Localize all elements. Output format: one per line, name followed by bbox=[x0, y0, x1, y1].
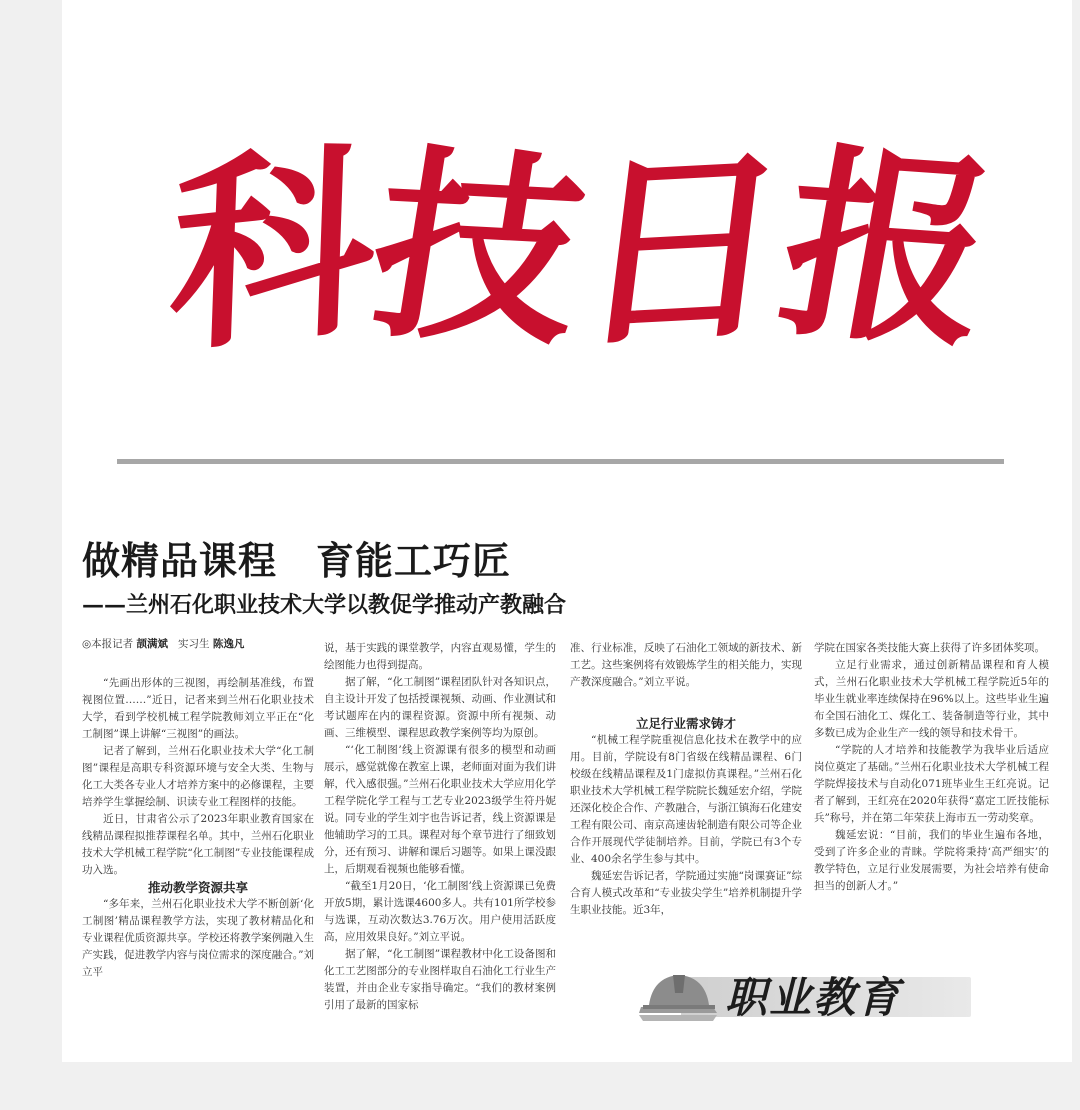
paragraph: 近日，甘肃省公示了2023年职业教育国家在线精品课程拟推荐课程名单。其中，兰州石化职业技术大学机械工程学院“化工制图”专业技能课程成功入选。 bbox=[82, 813, 314, 876]
paragraph: 据了解，“化工制图”课程教材中化工设备图和化工工艺图部分的专业图样取自石油化工行业生产装置，并由企业专家指导确定。“我们的教材案例引用了最新的国家标 bbox=[324, 948, 556, 1011]
article-subheadline: ——兰州石化职业技术大学以教促学推动产教融合 bbox=[82, 592, 567, 618]
article-column-2 bbox=[324, 640, 556, 1014]
paragraph: 魏延宏说：“目前，我们的毕业生遍布各地，受到了许多企业的青睐。学院将秉持‘高严细实’的教学特色，立足行业发展需要，为社会培养有使命担当的创新人才。” bbox=[814, 829, 1049, 892]
article-column-4 bbox=[814, 640, 1049, 895]
paragraph: “机械工程学院重视信息化技术在教学中的应用。目前，学院设有8门省级在线精品课程、6门校级在线精品课程及1门虚拟仿真课程。”兰州石化职业技术大学机械工程学院院长魏延宏介绍，学院还深化校企合作、产教融合，与浙江镇海石化建安工程有限公司、南京高速齿轮制造有限公司等企业合作开展现代学徒制培养。目前，学院已有3个专业、400余名学生参与其中。 bbox=[570, 734, 802, 865]
paragraph: “多年来，兰州石化职业技术大学不断创新‘化工制图’精品课程教学方法，实现了教材精品化和专业课程优质资源共享。学校还将教学案例融入生产实践，促进教学内容与岗位需求的深度融合。”刘立平 bbox=[82, 898, 314, 978]
masthead-glyph: 报 bbox=[764, 123, 1011, 376]
byline-reporter-label: ◎本报记者 bbox=[82, 638, 134, 650]
byline-reporter: 颉满斌 bbox=[136, 638, 169, 650]
byline-intern-label: 实习生 bbox=[178, 638, 210, 650]
page-edge bbox=[1072, 0, 1080, 1110]
masthead-title bbox=[166, 60, 1011, 440]
newspaper-page bbox=[62, 0, 1072, 1062]
paragraph: 学院在国家各类技能大赛上获得了许多团体奖项。 bbox=[814, 642, 1045, 654]
paragraph: 魏延宏告诉记者，学院通过实施“岗课赛证”综合育人模式改革和“专业拔尖学生”培养机制提升学生职业技能。近3年， bbox=[570, 870, 802, 916]
paragraph: 立足行业需求，通过创新精品课程和育人模式，兰州石化职业技术大学机械工程学院近5年的毕业生就业率连续保持在96%以上。这些毕业生遍布全国石油化工、煤化工、装备制造等行业，其中多数已成为企业生产一线的领导和技术骨干。 bbox=[814, 659, 1049, 739]
paragraph: “先画出形体的三视图，再绘制基准线，布置视图位置……”近日，记者来到兰州石化职业技术大学，看到学校机械工程学院教师刘立平正在“化工制图”课上讲解“三视图”的画法。 bbox=[82, 677, 314, 740]
paragraph: 记者了解到，兰州石化职业技术大学“化工制图”课程是高职专科资源环境与安全大类、生物与化工大类各专业人才培养方案中的必修课程，主要培养学生掌握绘制、识读专业工程图样的技能。 bbox=[82, 745, 314, 808]
article-headline: 做精品课程 育能工巧匠 bbox=[82, 539, 512, 583]
masthead-glyph: 技 bbox=[356, 124, 599, 375]
paragraph: “截至1月20日，‘化工制图’线上资源课已免费开放5期，累计选课4600多人。共有101所学校参与选课，互动次数达3.76万次。用户使用活跃度高，应用效果良好。”刘立平说。 bbox=[324, 880, 556, 943]
section-logo-text: 职业教育 bbox=[725, 973, 902, 1022]
section-logo bbox=[633, 955, 973, 1030]
paragraph: “学院的人才培养和技能教学为我毕业后适应岗位奠定了基础。”兰州石化职业技术大学机械工程学院焊接技术与自动化071班毕业生王红亮说。记者了解到，王红亮在2020年获得“嘉定工匠技能标兵”称号，并在第二年荣获上海市五一劳动奖章。 bbox=[814, 744, 1049, 824]
masthead-glyph: 科 bbox=[166, 117, 379, 382]
article-column-3 bbox=[570, 640, 802, 919]
byline bbox=[82, 636, 314, 653]
masthead-divider bbox=[117, 459, 1004, 464]
masthead bbox=[62, 0, 1072, 450]
paragraph: “‘化工制图’线上资源课有很多的模型和动画展示，感觉就像在教室上课，老师面对面为我们讲解，代入感很强。”兰州石化职业技术大学应用化学工程学院化学工程与工艺专业2023级学生符丹妮说。同专业的学生刘宇也告诉记者，线上资源课是他辅助学习的工具。课程对每个章节进行了细致划分，还有预习、讲解和课后习题等。如果上课没跟上，后期观看视频也能够看懂。 bbox=[324, 744, 556, 875]
paragraph: 准、行业标准，反映了石油化工领域的新技术、新工艺。这些案例将有效锻炼学生的相关能力，实现产教深度融合。”刘立平说。 bbox=[570, 642, 802, 688]
masthead-glyph: 日 bbox=[565, 123, 800, 376]
article-column-1 bbox=[82, 636, 314, 981]
section-heading: 立足行业需求铸才 bbox=[635, 716, 736, 731]
hard-hat-books-icon bbox=[633, 963, 723, 1027]
section-heading: 推动教学资源共享 bbox=[147, 880, 248, 895]
byline-intern: 陈逸凡 bbox=[212, 638, 245, 650]
paragraph: 说，基于实践的课堂教学，内容直观易懂，学生的绘图能力也得到提高。 bbox=[324, 642, 556, 671]
paragraph: 据了解，“化工制图”课程团队针对各知识点，自主设计开发了包括授课视频、动画、作业测试和考试题库在内的课程资源。资源中所有视频、动画、三维模型、课程思政教学案例等均为原创。 bbox=[324, 676, 556, 739]
